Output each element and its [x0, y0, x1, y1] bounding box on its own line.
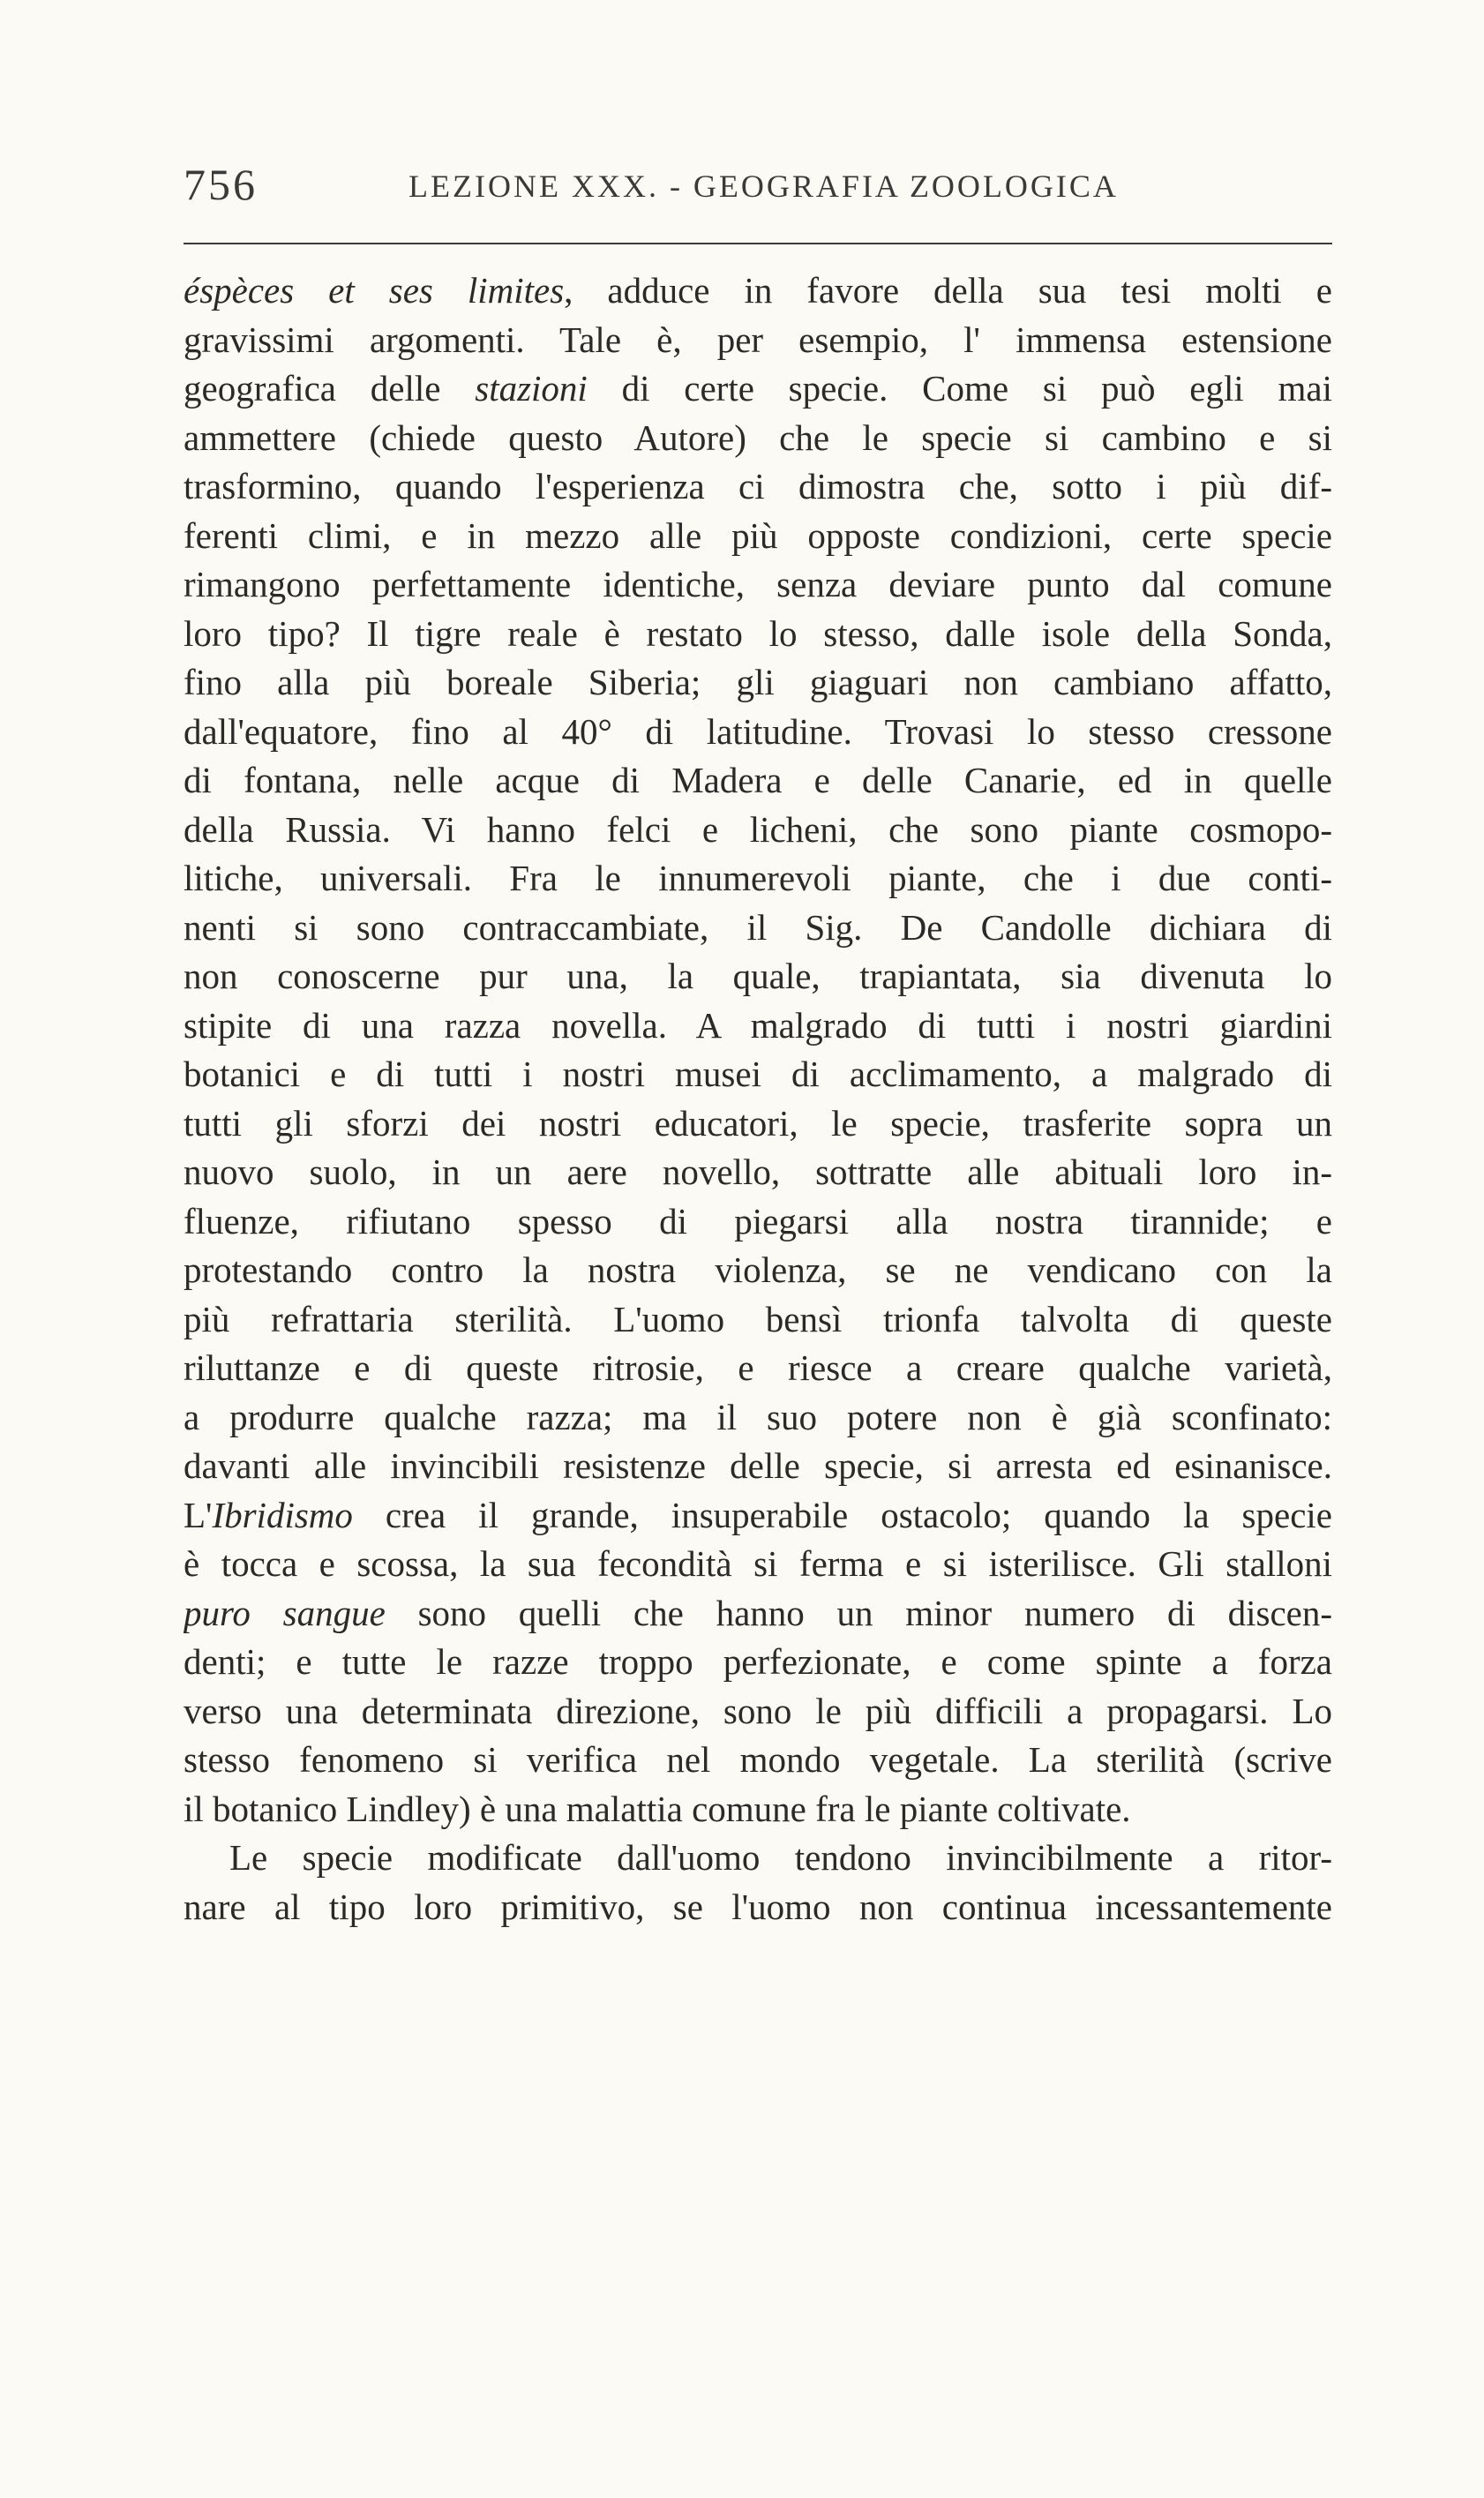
text-segment: ferenti climi, e in mezzo alle più opposte condizioni, certe specie: [184, 514, 1332, 556]
text-segment: trasformino, quando l'esperienza ci dimostra che, sotto i più dif-: [184, 466, 1332, 506]
text-segment: di fontana, nelle acque di Madera e delle Canarie, ed in quelle: [184, 760, 1332, 800]
text-segment: tutti gli sforzi dei nostri educatori, le specie, trasferite sopra un: [184, 1102, 1332, 1144]
text-line: [184, 756, 1332, 806]
text-segment: fino alla più boreale Siberia; gli giaguari non cambiano affatto,: [184, 662, 1332, 702]
text-line: [184, 1148, 1332, 1197]
text-segment: L': [184, 1494, 213, 1535]
text-line: [184, 1785, 1332, 1834]
text-segment: botanici e di tutti i nostri musei di acclimamento, a malgrado di: [184, 1054, 1332, 1094]
text-line: [184, 1442, 1332, 1491]
text-segment: protestando contro la nostra violenza, se ne vendicano con la: [184, 1249, 1332, 1290]
text-segment: della Russia. Vi hanno felci e licheni, che sono piante cosmopo-: [184, 808, 1332, 850]
text-segment: rimangono perfettamente identiche, senza deviare punto dal comune: [184, 564, 1332, 604]
italic-text: stazioni: [475, 368, 588, 409]
text-segment: , adduce in favore della sua tesi molti e: [564, 270, 1332, 311]
text-segment: denti; e tutte le razze troppo perfezionate, e come spinte a forza: [184, 1641, 1332, 1682]
page-header: [184, 159, 1330, 221]
text-segment: stipite di una razza novella. A malgrado di tutti i nostri giardini: [184, 1004, 1332, 1046]
text-line: [184, 462, 1332, 512]
text-line: [184, 1687, 1332, 1737]
text-line: [184, 1050, 1332, 1099]
italic-text: puro sangue: [184, 1592, 386, 1633]
text-line: [184, 1589, 1332, 1639]
text-line: [184, 1197, 1332, 1247]
text-line: [184, 1638, 1332, 1687]
text-line: [184, 1834, 1332, 1883]
text-segment: sono quelli che hanno un minor numero di discen-: [385, 1592, 1332, 1633]
text-line: [184, 1246, 1332, 1295]
text-line: [184, 266, 1332, 316]
text-segment: il botanico Lindley) è una malattia comune fra le piante coltivate.: [184, 1788, 1131, 1829]
text-segment: non conoscerne pur una, la quale, trapiantata, sia divenuta lo: [184, 956, 1332, 996]
running-head: LEZIONE XXX. - GEOGRAFIA ZOOLOGICA: [408, 169, 1119, 204]
text-segment: fluenze, rifiutano spesso di piegarsi alla nostra tirannide; e: [184, 1200, 1332, 1241]
text-line: [184, 854, 1332, 904]
text-line: [184, 658, 1332, 708]
text-segment: riluttanze e di queste ritrosie, e riesce a creare qualche varietà,: [184, 1347, 1332, 1388]
text-line: [184, 1883, 1332, 1932]
text-segment: a produrre qualche razza; ma il suo potere non è già sconfinato:: [184, 1396, 1332, 1437]
text-line: [184, 610, 1332, 659]
text-line: [184, 560, 1332, 610]
text-segment: Le specie modificate dall'uomo tendono invincibilmente a ritor-: [229, 1837, 1332, 1878]
text-line: [184, 1099, 1332, 1149]
text-segment: loro tipo? Il tigre reale è restato lo stesso, dalle isole della Sonda,: [184, 612, 1332, 654]
text-segment: è tocca e scossa, la sua fecondità si ferma e si isterilisce. Gli stalloni: [184, 1543, 1332, 1584]
text-line: [184, 1295, 1332, 1345]
text-segment: stesso fenomeno si verifica nel mondo vegetale. La sterilità (scrive: [184, 1739, 1332, 1780]
text-line: [184, 1540, 1332, 1589]
text-segment: geografica delle: [184, 368, 476, 409]
italic-text: éspèces et ses limites: [184, 270, 565, 311]
text-line: [184, 806, 1332, 855]
text-segment: verso una determinata direzione, sono le più difficili a propagarsi. Lo: [184, 1690, 1332, 1731]
page-number: 756: [184, 160, 258, 209]
text-line: [184, 1001, 1332, 1051]
text-line: [184, 1736, 1332, 1785]
italic-text: Ibridismo: [212, 1494, 353, 1535]
text-line: [184, 904, 1332, 953]
text-line: [184, 512, 1332, 561]
text-segment: nare al tipo loro primitivo, se l'uomo non continua incessantemente: [184, 1886, 1332, 1927]
text-line: [184, 952, 1332, 1001]
text-line: [184, 364, 1332, 414]
text-segment: gravissimi argomenti. Tale è, per esempio, l' immensa estensione: [184, 319, 1332, 360]
text-segment: nenti si sono contraccambiate, il Sig. De Candolle dichiara di: [184, 906, 1332, 948]
text-line: [184, 1344, 1332, 1393]
text-segment: litiche, universali. Fra le innumerevoli piante, che i due conti-: [184, 858, 1332, 898]
text-line: [184, 708, 1332, 757]
text-segment: di certe specie. Come si può egli mai: [587, 368, 1332, 409]
text-segment: davanti alle invincibili resistenze delle specie, si arresta ed esinanisce.: [184, 1445, 1332, 1486]
body-text: [184, 266, 1332, 1932]
text-line: [184, 1491, 1332, 1541]
text-line: [184, 414, 1332, 463]
header-rule: [184, 243, 1332, 244]
text-segment: dall'equatore, fino al 40° di latitudine. Trovasi lo stesso cressone: [184, 710, 1332, 752]
text-segment: nuovo suolo, in un aere novello, sottratte alle abituali loro in-: [184, 1151, 1332, 1192]
text-segment: crea il grande, insuperabile ostacolo; quando la specie: [352, 1494, 1332, 1535]
text-segment: ammettere (chiede questo Autore) che le specie si cambino e si: [184, 416, 1332, 458]
text-line: [184, 316, 1332, 365]
text-segment: più refrattaria sterilità. L'uomo bensì trionfa talvolta di queste: [184, 1298, 1332, 1339]
text-line: [184, 1393, 1332, 1443]
